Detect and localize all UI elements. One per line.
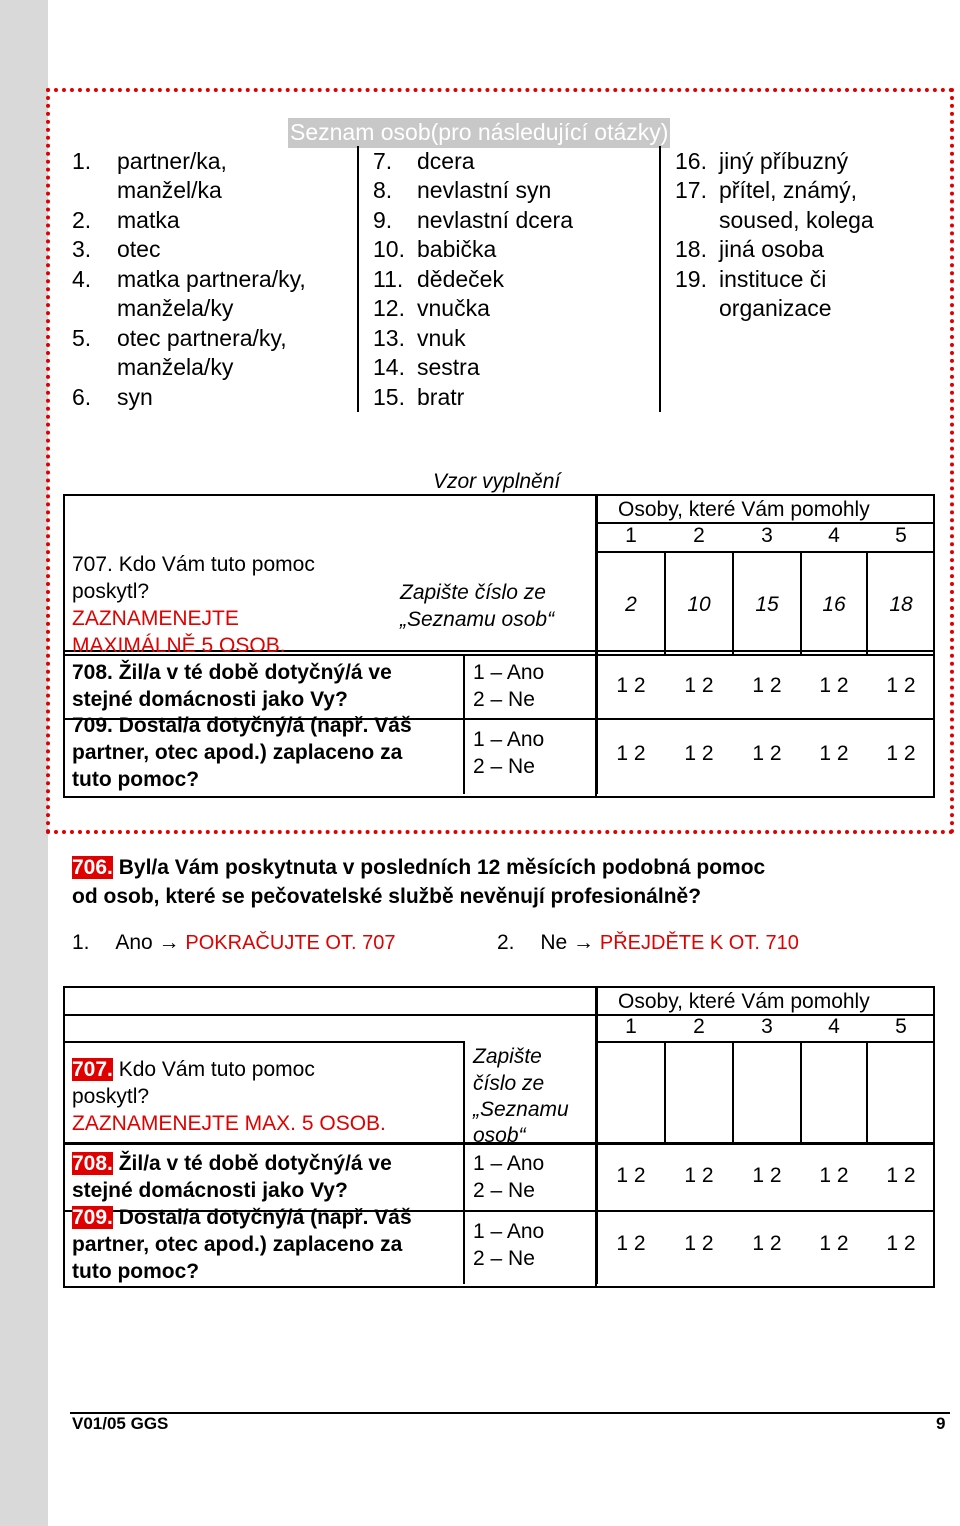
list-item: soused, kolega: [719, 207, 874, 233]
option-ano: 1 – Ano: [473, 661, 545, 684]
list-num: 17.: [675, 177, 707, 203]
answer-pair: 1 2: [684, 674, 714, 697]
q708-number: 708.: [72, 1152, 113, 1175]
list-num: 19.: [675, 266, 707, 292]
grid-line: [463, 654, 465, 794]
write-instruction: osob“: [473, 1124, 526, 1147]
q707-text-2: poskytl?: [72, 1085, 150, 1108]
list-divider: [659, 146, 661, 412]
grid-line: [664, 1041, 666, 1143]
q707-text: poskytl?: [72, 580, 150, 603]
answer-pair[interactable]: 1 2: [819, 1232, 849, 1255]
q707-instruction: ZAZNAMENEJTE: [72, 607, 239, 630]
option-ne: 2 – Ne: [473, 755, 535, 778]
q709-text: Dostal/a dotyčný/á (např. Váš: [112, 1206, 412, 1229]
col-num: 5: [895, 1015, 907, 1038]
q709-text-2: partner, otec apod.) zaplaceno za: [72, 1233, 403, 1256]
answer-pair[interactable]: 1 2: [819, 1164, 849, 1187]
list-item: vnuk: [417, 325, 466, 351]
main-q707: [72, 1056, 315, 1083]
list-item: jiná osoba: [719, 236, 824, 262]
list-item: otec: [117, 236, 161, 262]
grid-line: [866, 1041, 868, 1143]
example-header: Osoby, které Vám pomohly: [618, 498, 870, 521]
q709-text-3: tuto pomoc?: [72, 1260, 200, 1283]
q709-text: partner, otec apod.) zaplaceno za: [72, 741, 403, 764]
q708-text: 708. Žil/a v té době dotyčný/á ve: [72, 661, 392, 684]
q707-text: Kdo Vám tuto pomoc: [112, 1058, 315, 1081]
q706-number: 706.: [72, 856, 113, 879]
q707-number: 707.: [72, 1058, 113, 1081]
option-ano: 1 – Ano: [473, 1220, 545, 1243]
grid-line: [463, 1041, 465, 1284]
list-item: matka: [117, 207, 180, 233]
grid-line: [598, 1041, 935, 1043]
option-label: Ano →: [115, 931, 180, 954]
answer-pair[interactable]: 1 2: [616, 1164, 646, 1187]
example-value: 16: [822, 593, 846, 616]
answer-pair: 1 2: [886, 742, 916, 765]
grid-line: [800, 1041, 802, 1143]
list-num: 2.: [72, 207, 92, 233]
example-value: 15: [755, 593, 779, 616]
list-num: 14.: [373, 354, 405, 380]
list-item: nevlastní syn: [417, 177, 552, 203]
answer-pair: 1 2: [752, 674, 782, 697]
footer-rule: [70, 1412, 950, 1414]
list-divider: [357, 146, 359, 412]
write-instruction: číslo ze: [473, 1072, 545, 1095]
list-num: 7.: [373, 148, 393, 174]
q706-option-2: [497, 929, 799, 957]
col-num: 3: [761, 524, 773, 547]
answer-pair[interactable]: 1 2: [886, 1164, 916, 1187]
person-list-title: Seznam osob(pro následující otázky): [288, 118, 670, 148]
answer-pair: 1 2: [684, 742, 714, 765]
list-item: babička: [417, 236, 497, 262]
option-ne: 2 – Ne: [473, 1247, 535, 1270]
col-num: 2: [693, 1015, 705, 1038]
example-value: 2: [625, 593, 637, 616]
option-ano: 1 – Ano: [473, 728, 545, 751]
list-item: sestra: [417, 354, 480, 380]
q706-text: Byl/a Vám poskytnuta v posledních 12 měsících podobná pomoc: [118, 856, 766, 879]
list-num: 18.: [675, 236, 707, 262]
footer-code: V01/05 GGS: [72, 1414, 169, 1433]
col-num: 1: [625, 1015, 637, 1038]
answer-pair[interactable]: 1 2: [684, 1164, 714, 1187]
q707-instruction: MAXIMÁLNĚ 5 OSOB.: [72, 634, 286, 657]
main-q708: [72, 1150, 392, 1177]
q709-text: tuto pomoc?: [72, 768, 200, 791]
q706-text-2: od osob, které se pečovatelské službě nevěnují profesionálně?: [72, 885, 702, 908]
list-num: 6.: [72, 384, 92, 410]
list-num: 8.: [373, 177, 393, 203]
grid-line: [732, 1041, 734, 1143]
grid-line: [598, 551, 935, 553]
write-instruction: Zapište číslo ze: [400, 581, 546, 604]
option-number: 2.: [497, 931, 515, 954]
list-item: matka partnera/ky,: [117, 266, 306, 292]
answer-pair[interactable]: 1 2: [886, 1232, 916, 1255]
col-num: 4: [828, 524, 840, 547]
list-item: nevlastní dcera: [417, 207, 573, 233]
answer-pair: 1 2: [819, 742, 849, 765]
write-instruction: „Seznamu: [473, 1098, 569, 1121]
write-instruction: „Seznamu osob“: [400, 608, 555, 631]
example-title: Vzor vyplnění: [433, 470, 561, 493]
main-header: Osoby, které Vám pomohly: [618, 990, 870, 1013]
list-num: 13.: [373, 325, 405, 351]
q708-text: Žil/a v té době dotyčný/á ve: [112, 1152, 392, 1175]
list-num: 3.: [72, 236, 92, 262]
option-instruction: POKRAČUJTE OT. 707: [185, 932, 396, 954]
write-instruction: Zapište: [473, 1045, 542, 1068]
answer-pair[interactable]: 1 2: [752, 1232, 782, 1255]
main-q709: [72, 1204, 412, 1231]
page-margin-bar: [0, 0, 48, 1526]
list-item: vnučka: [417, 295, 490, 321]
answer-pair: 1 2: [819, 674, 849, 697]
list-num: 4.: [72, 266, 92, 292]
list-item: manžela/ky: [117, 295, 234, 321]
q708-text-2: stejné domácnosti jako Vy?: [72, 1179, 348, 1202]
list-num: 5.: [72, 325, 92, 351]
option-number: 1.: [72, 931, 90, 954]
list-item: dědeček: [417, 266, 504, 292]
q707-text: 707. Kdo Vám tuto pomoc: [72, 553, 315, 576]
list-num: 16.: [675, 148, 707, 174]
list-item: přítel, známý,: [719, 177, 858, 203]
list-item: partner/ka,: [117, 148, 227, 174]
grid-line: [63, 1041, 463, 1043]
example-value: 18: [889, 593, 913, 616]
list-item: otec partnera/ky,: [117, 325, 287, 351]
option-label: Ne →: [540, 931, 595, 954]
q708-text: stejné domácnosti jako Vy?: [72, 688, 348, 711]
list-item: dcera: [417, 148, 475, 174]
q706-option-1: [72, 929, 395, 957]
option-ne: 2 – Ne: [473, 688, 535, 711]
answer-pair: 1 2: [616, 742, 646, 765]
answer-pair[interactable]: 1 2: [616, 1232, 646, 1255]
list-item: manžela/ky: [117, 354, 234, 380]
list-num: 9.: [373, 207, 393, 233]
list-item: syn: [117, 384, 153, 410]
list-item: instituce či: [719, 266, 827, 292]
list-item: jiný příbuzný: [719, 148, 849, 174]
answer-pair[interactable]: 1 2: [684, 1232, 714, 1255]
answer-pair: 1 2: [886, 674, 916, 697]
list-item: organizace: [719, 295, 832, 321]
example-value: 10: [687, 593, 711, 616]
option-ano: 1 – Ano: [473, 1152, 545, 1175]
q706-question: [72, 854, 765, 881]
list-num: 1.: [72, 148, 92, 174]
col-num: 1: [625, 524, 637, 547]
list-num: 11.: [373, 266, 404, 292]
option-ne: 2 – Ne: [473, 1179, 535, 1202]
page-number: 9: [936, 1414, 946, 1433]
list-num: 10.: [373, 236, 405, 262]
q709-text: 709. Dostal/a dotyčný/á (např. Váš: [72, 714, 412, 737]
list-item: bratr: [417, 384, 465, 410]
col-num: 2: [693, 524, 705, 547]
q707-instruction: ZAZNAMENEJTE MAX. 5 OSOB.: [72, 1112, 386, 1135]
answer-pair[interactable]: 1 2: [752, 1164, 782, 1187]
q709-number: 709.: [72, 1206, 113, 1229]
list-num: 15.: [373, 384, 405, 410]
list-item: manžel/ka: [117, 177, 222, 203]
option-instruction: PŘEJDĚTE K OT. 710: [599, 932, 799, 954]
col-num: 3: [761, 1015, 773, 1038]
col-num: 5: [895, 524, 907, 547]
col-num: 4: [828, 1015, 840, 1038]
answer-pair: 1 2: [616, 674, 646, 697]
answer-pair: 1 2: [752, 742, 782, 765]
list-num: 12.: [373, 295, 405, 321]
